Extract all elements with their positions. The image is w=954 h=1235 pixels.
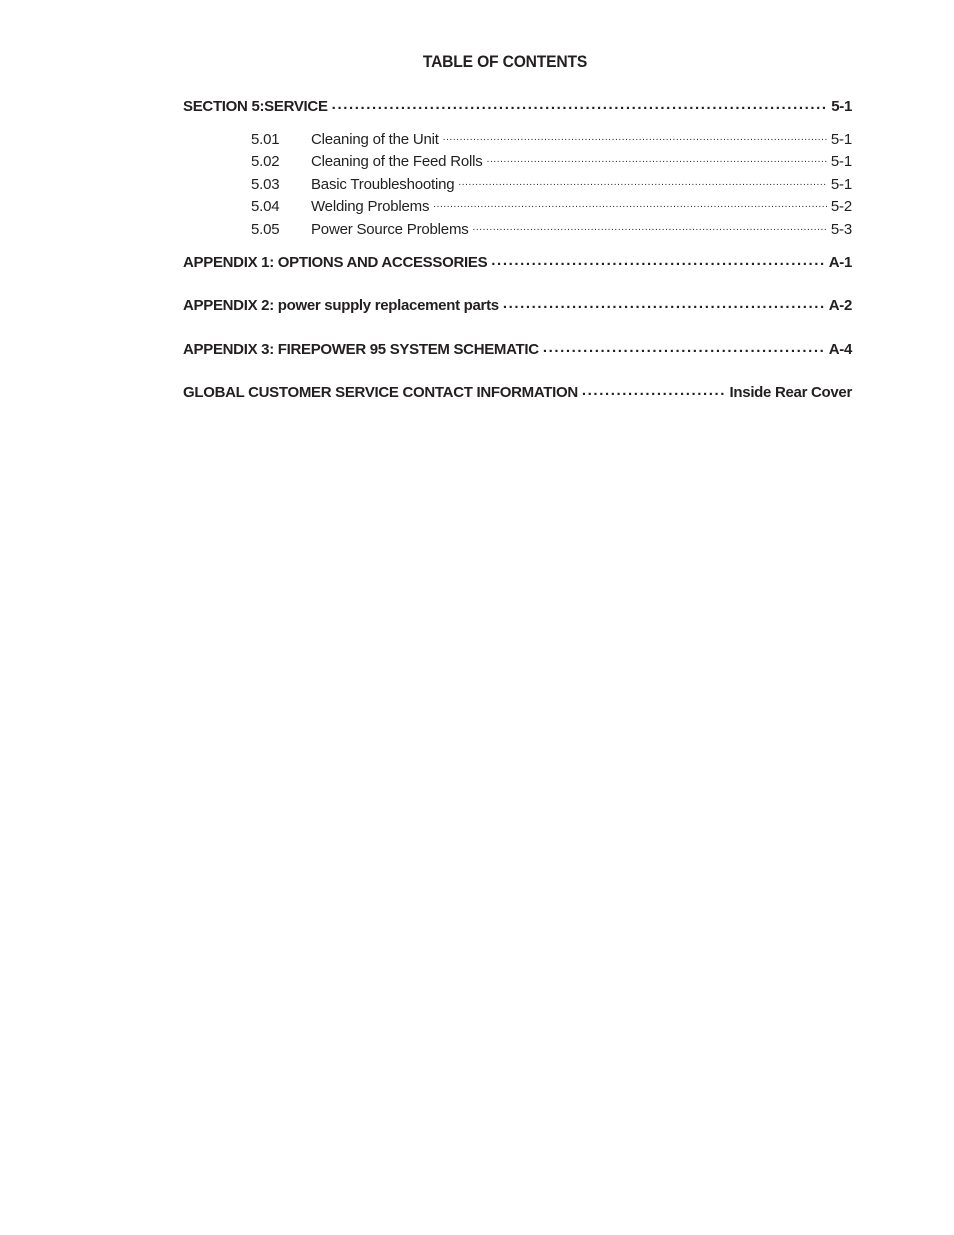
toc-entry-label: SECTION 5:SERVICE xyxy=(183,98,328,115)
dot-leader xyxy=(332,96,828,111)
toc-entry-number: 5.03 xyxy=(251,176,280,193)
toc-entry-page: A-2 xyxy=(828,297,852,314)
toc-entry-label: GLOBAL CUSTOMER SERVICE CONTACT INFORMATION xyxy=(183,384,578,401)
toc-entry-page: 5-1 xyxy=(830,131,852,148)
toc-entry-page: 5-2 xyxy=(830,198,852,215)
toc-entry-page: 5-3 xyxy=(830,221,852,238)
dot-leader xyxy=(582,382,726,397)
toc-entry-section-5[interactable] xyxy=(183,96,852,115)
toc-entry-appendix-1[interactable] xyxy=(183,252,852,271)
dot-leader xyxy=(543,339,825,354)
toc-entry-label: APPENDIX 1: OPTIONS AND ACCESSORIES xyxy=(183,254,488,271)
toc-entry-label: Welding Problems xyxy=(311,198,430,215)
toc-entry-page: 5-1 xyxy=(831,98,852,115)
dot-leader xyxy=(443,129,827,144)
toc-entry-page: 5-1 xyxy=(830,153,852,170)
toc-entry-5-02[interactable] xyxy=(183,151,852,170)
toc-entry-page: A-1 xyxy=(828,254,852,271)
toc-entry-5-03[interactable] xyxy=(183,174,852,193)
toc-entry-page: A-4 xyxy=(828,341,852,358)
page-title: TABLE OF CONTENTS xyxy=(422,52,588,71)
toc-entry-5-04[interactable] xyxy=(183,196,852,215)
toc-entry-5-01[interactable] xyxy=(183,129,852,148)
toc-entry-5-05[interactable] xyxy=(183,219,852,238)
toc-entry-number: 5.05 xyxy=(251,221,280,238)
toc-entry-label: APPENDIX 2: power supply replacement parts xyxy=(183,297,499,314)
toc-entry-label: Basic Troubleshooting xyxy=(311,176,455,193)
toc-entry-label: APPENDIX 3: FIREPOWER 95 SYSTEM SCHEMATIC xyxy=(183,341,539,358)
toc-entry-appendix-2[interactable] xyxy=(183,295,852,314)
toc-entry-appendix-3[interactable] xyxy=(183,339,852,358)
toc-entry-label: Cleaning of the Unit xyxy=(311,131,439,148)
dot-leader xyxy=(491,252,824,267)
dot-leader xyxy=(503,295,825,310)
toc-entry-label: Power Source Problems xyxy=(311,221,469,238)
dot-leader xyxy=(458,174,827,189)
dot-leader xyxy=(473,219,827,234)
toc-entry-number: 5.01 xyxy=(251,131,280,148)
toc-entry-page: 5-1 xyxy=(830,176,852,193)
toc-entry-number: 5.04 xyxy=(251,198,280,215)
toc-entry-number: 5.02 xyxy=(251,153,280,170)
toc-entry-label: Cleaning of the Feed Rolls xyxy=(311,153,483,170)
toc-entry-global-customer-service[interactable] xyxy=(183,382,852,401)
dot-leader xyxy=(433,196,827,211)
toc-entry-page: Inside Rear Cover xyxy=(729,384,852,401)
dot-leader xyxy=(487,151,827,166)
